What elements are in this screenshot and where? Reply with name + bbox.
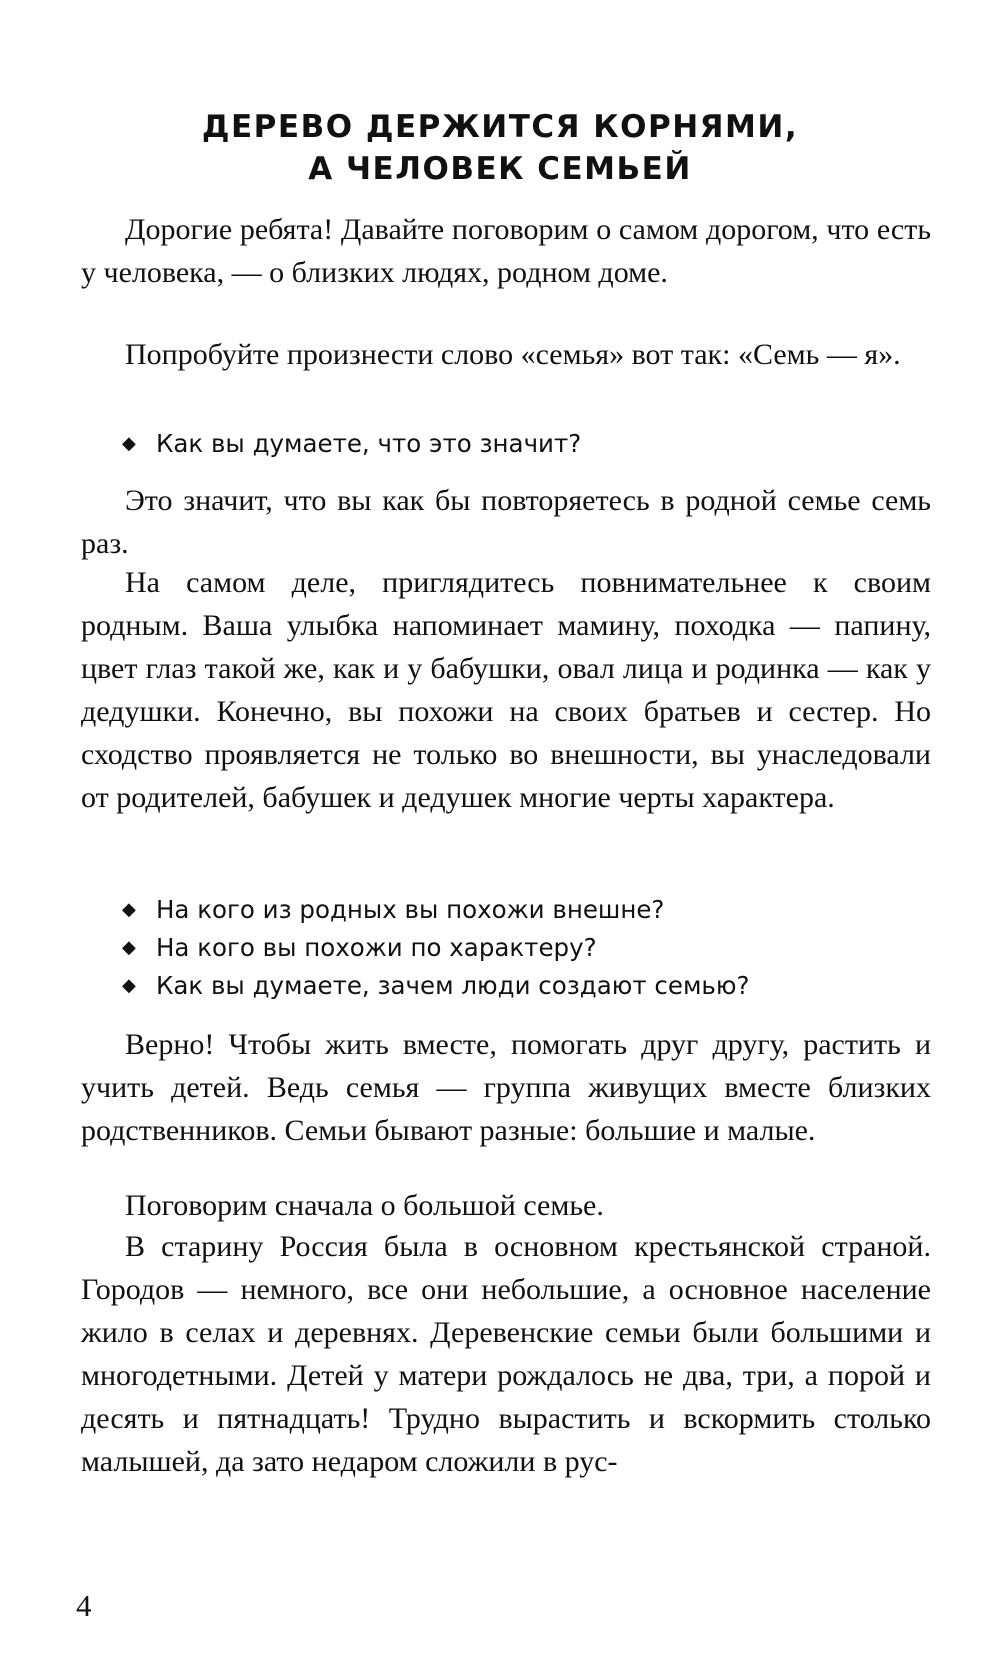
question-item: ◆ На кого из родных вы похожи внешне? xyxy=(122,890,664,930)
diamond-bullet-icon: ◆ xyxy=(122,937,136,958)
question-item: ◆ Как вы думаете, зачем люди создают семью? xyxy=(122,966,750,1006)
paragraph: Верно! Чтобы жить вместе, помогать друг другу, растить и учить детей. Ведь семья — группа живущих вместе близких родственников. Семьи бывают разные: большие и малые. xyxy=(81,1028,931,1147)
paragraph: В старину Россия была в основном крестьянской страной. Городов — немного, все они небольшие, а основное население жило в селах и деревнях. Деревенские семьи были большими и многодетными. Детей у матери рождалось не два, три, а порой и десять и пятнадцать! Трудно вырастить и вскормить столько малышей, да зато недаром сложили в рус- xyxy=(81,1230,931,1478)
question-item: ◆ На кого вы похожи по характеру? xyxy=(122,928,597,968)
diamond-bullet-icon: ◆ xyxy=(122,433,136,454)
paragraph: Дорогие ребята! Давайте поговорим о самом дорогом, что есть у человека, — о близких людях, родном доме. xyxy=(81,213,931,289)
paragraph: Это значит, что вы как бы повторяетесь в родной семье семь раз. xyxy=(81,484,931,560)
paragraph: На самом деле, приглядитесь повнимательнее к своим родным. Ваша улыбка напоминает мамину, походка — папину, цвет глаз такой же, как и у бабушки, овал лица и родинка — как у дедушки. Конечно, вы похожи на своих братьев и сестер. Но сходство проявляется не только во внешности, вы унаследовали от родителей, бабушек и дедушек многие черты характера. xyxy=(81,566,931,814)
question-item: ◆ Как вы думаете, что это значит? xyxy=(122,424,581,464)
paragraph: Поговорим сначала о большой семье. xyxy=(125,1189,604,1222)
diamond-bullet-icon: ◆ xyxy=(122,899,136,920)
chapter-title-line-1: ДЕРЕВО ДЕРЖИТСЯ КОРНЯМИ, xyxy=(201,109,799,145)
paragraph: Попробуйте произнести слово «семья» вот так: «Семь — я». xyxy=(125,338,901,371)
diamond-bullet-icon: ◆ xyxy=(122,975,136,996)
chapter-title-line-2: А ЧЕЛОВЕК СЕМЬЕЙ xyxy=(308,151,692,187)
page-number: 4 xyxy=(76,1588,92,1623)
